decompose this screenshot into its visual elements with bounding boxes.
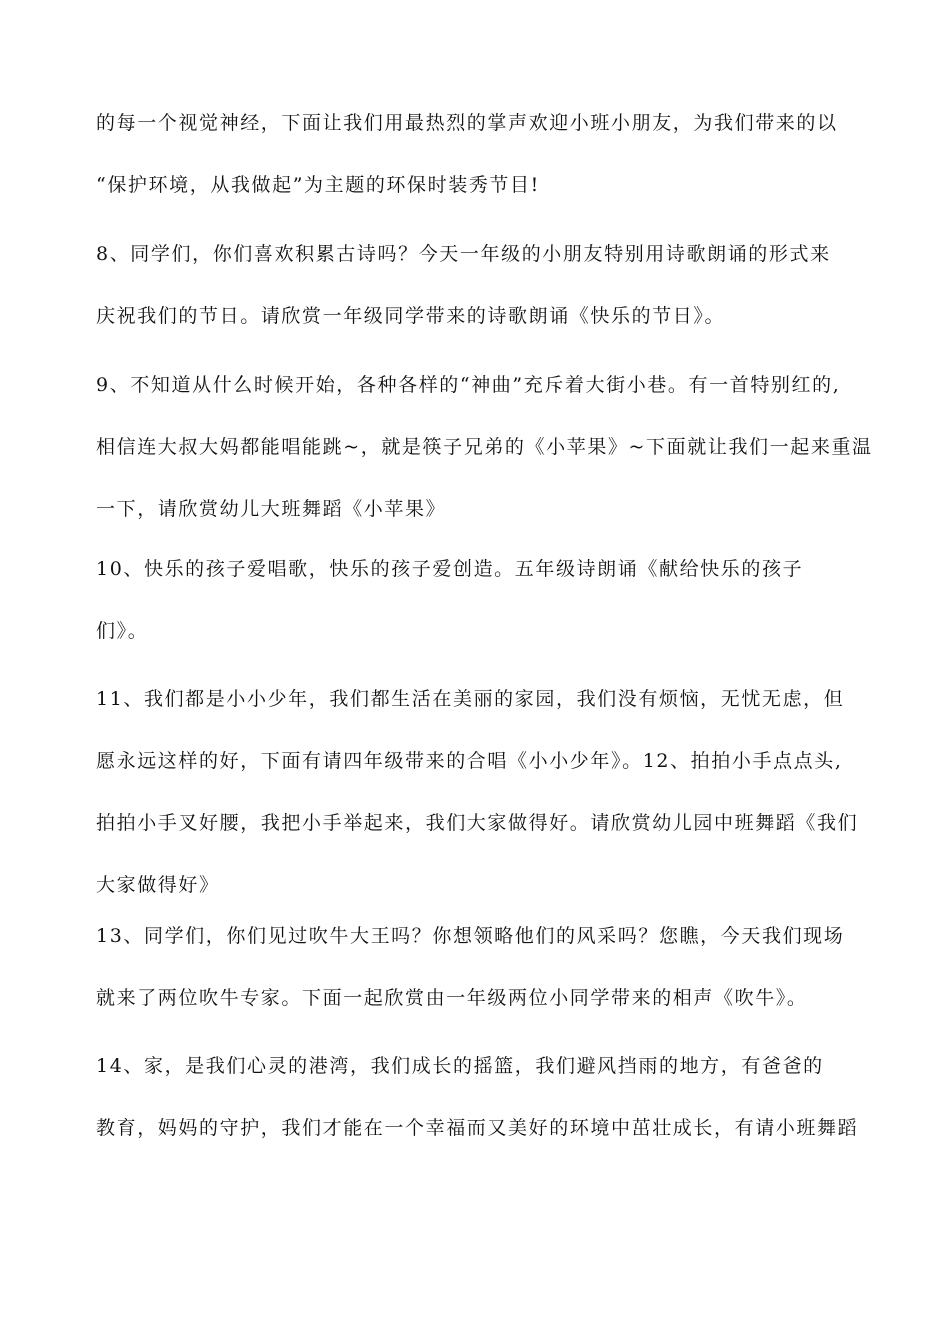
- paragraph-11-12: [96, 688, 859, 896]
- text-line: 教育，妈妈的守护，我们才能在一个幸福而又美好的环境中茁壮成长，有请小班舞蹈: [96, 1117, 859, 1139]
- paragraph-9: [96, 374, 873, 520]
- text-line: 拍拍小手叉好腰，我把小手举起来，我们大家做得好。请欣赏幼儿园中班舞蹈《我们: [96, 812, 859, 834]
- paragraph-8: [96, 245, 856, 326]
- text-line: 一下，请欣赏幼儿大班舞蹈《小苹果》: [96, 498, 447, 520]
- text-line: 就来了两位吹牛专家。下面一起欣赏由一年级两位小同学带来的相声《吹牛》。: [96, 987, 808, 1009]
- text-line: 9、不知道从什么时候开始，各种各样的“神曲”充斥着大街小巷。有一首特别红的,: [96, 374, 841, 396]
- text-line: 愿永远这样的好，下面有请四年级带来的合唱《小小少年》。12、拍拍小手点点头,: [96, 750, 843, 772]
- text-line: 13、同学们，你们见过吹牛大王吗？你想领略他们的风采吗？您瞧，今天我们现场: [96, 925, 845, 947]
- text-line: 庆祝我们的节日。请欣赏一年级同学带来的诗歌朗诵《快乐的节日》。: [96, 305, 726, 327]
- text-line: 10、快乐的孩子爱唱歌，快乐的孩子爱创造。五年级诗朗诵《献给快乐的孩子: [96, 558, 804, 580]
- paragraph-13: [96, 927, 856, 1008]
- paragraph-10: [96, 560, 856, 641]
- paragraph-7-continuation: [96, 114, 856, 195]
- text-line: 的每一个视觉神经，下面让我们用最热烈的掌声欢迎小班小朋友，为我们带来的以: [96, 112, 838, 134]
- text-line: 们》。: [96, 620, 149, 642]
- text-line: 11、我们都是小小少年，我们都生活在美丽的家园，我们没有烦恼，无忧无虑，但: [96, 688, 845, 710]
- text-line: 14、家，是我们心灵的港湾，我们成长的摇篮，我们避风挡雨的地方，有爸爸的: [96, 1055, 824, 1077]
- text-line: 8、同学们，你们喜欢积累古诗吗？今天一年级的小朋友特别用诗歌朗诵的形式来: [96, 243, 831, 265]
- text-line: 相信连大叔大妈都能唱能跳~，就是筷子兄弟的《小苹果》~下面就让我们一起来重温: [96, 436, 873, 458]
- text-line: 大家做得好》: [96, 874, 220, 896]
- paragraph-14: [96, 1055, 859, 1139]
- text-line: “保护环境，从我做起”为主题的环保时装秀节目!: [96, 174, 540, 196]
